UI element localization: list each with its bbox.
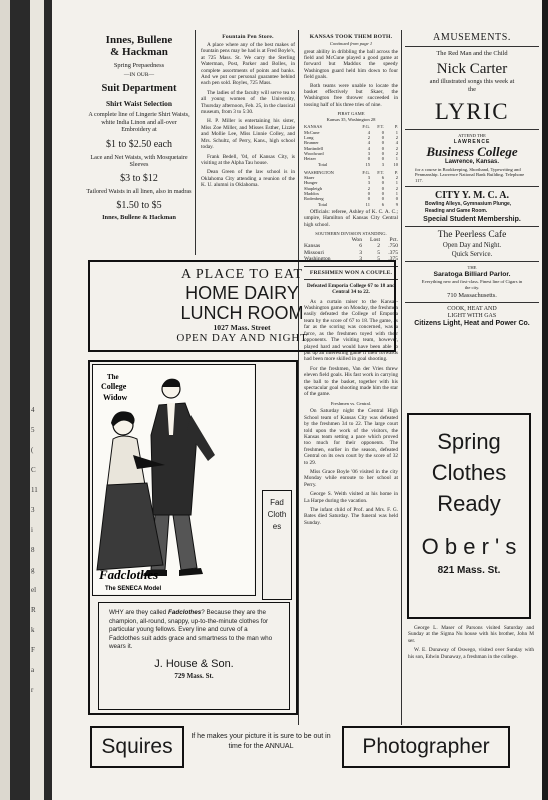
margin-char: C [31,466,36,474]
fad-clothes-side-panel [262,490,292,600]
business-course: for a course in Bookkeeping, Shorthand, Typewriting and Penmanship. Lawrence National Bank Building. Telephone 117. [415,166,525,183]
home-dairy-ad [88,260,396,352]
table-cell: 2 [395,175,398,181]
fadclothes-copy-panel [98,602,290,710]
table-cell: 0 [381,150,384,156]
margin-char: r [31,686,34,694]
table-cell: 0 [381,185,384,191]
table-cell: 6 [359,243,362,250]
table-cell: KANSAS [304,124,323,130]
margin-char: g [31,566,35,574]
col3-para: George S. Weith visited at his home in La Harpe during the vacation. [304,491,398,504]
table-cell: .375 [388,256,398,263]
table-cell: 3 [381,161,384,167]
margin-char: F [31,646,35,654]
lawrence-kansas: Lawrence, Kansas. [444,158,500,165]
table-cell: 0 [381,129,384,135]
obers-clothes: Clothes [431,460,507,485]
table-cell: Missouri [304,249,324,256]
kansas-box-score [304,124,398,166]
illustration-the: The [107,373,119,381]
col3-para: As a curtain raiser to the Kansas-Washington game on Monday, the freshmen easily defeated the College of Emporia team by the score of 67 to 18. The game, as far as the scoring was concerned, was a farce, as the freshmen toyed with their opponents. The visiting team, however, played hard and would have been able to put up an interesting game if their forwards had been more skilled in goal shooting. [304,298,398,363]
obers-address: 821 Mass. St. [437,565,501,576]
j-house-son: J. House & Son. [154,657,234,670]
amusements-line: The Red Man and the Child [436,50,508,57]
table-cell: WASHINGTON [304,169,334,175]
table-total-row [304,162,398,167]
obers-name: O b e r ' s [421,534,517,559]
table-cell: Won [351,236,362,243]
innes-shirt: Shirt Waist Selection [106,99,172,108]
section-divider [405,302,539,303]
table-cell: 0 [367,156,370,162]
table-cell: 1 [395,180,398,186]
col3-para: Miss Grace Boyle '06 visited in the city Monday while enroute to her school at Perry. [304,469,398,488]
fadclothes-logo: Fadclothes [99,567,159,582]
the-label: THE [467,265,477,271]
innes-price3: $1.50 to $5 [116,199,162,211]
margin-char: 5 [31,426,35,434]
table-cell: F.T. [377,169,384,175]
fadclothes-copy [99,603,289,652]
table-cell: 2 [395,135,398,141]
table-cell: 2 [367,135,370,141]
photographer-box [342,726,510,768]
table-cell: Woodward [304,150,324,156]
table-cell: McCune [304,129,320,135]
margin-char: el [31,586,37,594]
table-cell: 4 [367,145,370,151]
table-cell: 10 [393,161,398,167]
table-cell: 1 [395,156,398,162]
washington-box-score [304,170,398,207]
newspaper-page [52,0,542,800]
table-cell: Heizer [304,156,316,162]
copy-lead: WHY are they called [109,609,169,616]
table-cell: 9 [395,201,398,207]
lawrence-label: LAWRENCE [453,138,491,145]
table-cell: 4 [367,129,370,135]
column-rule [298,30,299,725]
table-cell: 0 [367,196,370,202]
innes-header2: & Hackman [110,46,168,58]
obers-ready: Ready [437,491,501,516]
table-cell: 3 [359,256,362,263]
saratoga-billiard: Saratoga Billiard Parlor. [433,270,511,278]
cafe-line: Open Day and Night. [442,242,502,250]
fadclothes-illustration-frame [92,364,256,596]
dairy-line4: OPEN DAY AND NIGHT [176,332,308,344]
illustration-widow: Widow [103,393,128,402]
table-cell: 11 [365,201,370,207]
ymca-line: Bowling Alleys, Gymnasium Plunge, Reading and Game Room. [425,201,512,214]
table-cell: 1 [395,191,398,196]
officials: Officials: referee, Ashley of K. C. A. C.; umpire, Hamilton of Kansas City Central high school. [304,208,398,228]
col4-para: George L. Maser of Parsons visited Saturday and Sunday at the Sigma Nu house with his brother, John M ser. [408,625,534,644]
table-cell: Pct. [389,236,398,243]
margin-char: ( [31,446,34,454]
margin-char: a [31,666,35,674]
table-cell: 2 [367,185,370,191]
table-cell: 6 [381,201,384,207]
table-cell: 4 [367,140,370,146]
table-cell: 2 [395,185,398,191]
table-cell: 6 [381,175,384,181]
table-cell: Total [318,201,328,207]
college-widow-illustration [93,365,254,594]
continued-note: Continued from page 1 [329,41,373,46]
standing-title: SOUTHERN DIVISION STANDING. [315,231,387,237]
seneca-model: The SENECA Model [105,586,162,592]
dairy-line2: HOME DAIRY [185,283,299,303]
prev-page-edge [0,0,10,800]
dairy-address: 1027 Mass. Street [213,323,271,332]
innes-footer: Innes, Bullene & Hackman [102,213,176,221]
table-cell: 0 [381,145,384,151]
table-cell: Brunner [304,140,319,146]
obers-spring: Spring [437,429,501,454]
table-cell: P. [394,169,398,175]
fad-clothes-side: Fad Clothes [267,498,287,531]
bottom-middle-text: If he makes your picture it is sure to be out in time for the ANNUAL [191,733,331,750]
table-cell: F.T. [377,124,384,130]
business-college: Business College [426,143,518,159]
section-divider [405,226,539,227]
table-cell: 0 [367,191,370,196]
table-cell: 3 [359,249,362,256]
col3-para: great ability in dribbling the ball across the field and McCune played a good game at forward but Maddox the speedy Washington guard held him down to four field goals. [304,48,398,81]
cook-line: COOK, HEAT AND [447,306,497,313]
margin-char: k [31,626,35,634]
column-rule [195,30,196,255]
table-cell: Maddox [304,191,319,196]
table-cell: 2 [395,145,398,151]
peerless-cafe: The Peerless Cafe [437,230,507,241]
photographer: Photographer [362,735,490,758]
col2-para: The ladies of the faculty will serve tea to all young women of the University, Thursday afternoon, Feb. 25, in the classical museum, from 3 to 5:30. [201,89,295,116]
illustration-college: College [101,382,127,391]
amusements-title: AMUSEMENTS. [433,32,511,43]
cook-line: LIGHT WITH GAS [447,313,497,320]
table-cell: P. [394,124,398,130]
dairy-line3: LUNCH ROOM [180,303,304,323]
table-cell: Skaer [304,175,315,181]
margin-char: 3 [31,506,35,514]
innes-lace: Lace and Net Waists, with Mosquetaire Sleeves [90,153,188,169]
col2-para: Frank Bedell, '04, of Kansas City, is visiting at the Alpha Tau house. [201,153,295,166]
col2-para: H. P. Miller is entertaining his sister, Miss Zoe Miller, and Misses Esther, Lizzie and Mollie Lee, Miss Linnie Colley, and Mrs. Schultz, of Perry, Kans., high school today. [201,118,295,151]
section-divider [405,186,539,187]
table-row [304,243,398,250]
col4-bottom-text [408,625,534,660]
table-cell: Long [304,135,314,141]
margin-char: 11 [31,486,38,494]
margin-char: R [31,606,36,614]
billiard-address: 710 Massachusetts. [447,292,497,300]
ymca-title: CITY Y. M. C. A. [435,190,509,202]
table-cell: 4 [395,140,398,146]
col4-para: W. E. Dunaway of Oswego, visited over Sunday with his son, Edwin Dunaway, a freshman in the college. [408,647,534,660]
freshmen-title: FRESHMEN WON A COUPLE. [309,270,393,277]
section-divider [405,129,539,130]
col3-para: On Saturday night the Central High School team of Kansas City was defeated by the freshmen 34 to 22. The large court told upon the work of the visitors, the Kansas team setting a pace which proved too much for their opponents. The freshmen, earlier in the season, defeated Central on its own court by the score of 32 to 29. [304,408,398,466]
table-cell: 5 [377,256,380,263]
table-cell: Shapleigh [304,185,322,191]
table-cell: 1 [395,129,398,135]
copy-brand: Fadclothes [168,609,202,616]
first-game-label: FIRST GAME [337,111,365,117]
nick-carter: Nick Carter [436,61,508,77]
table-cell: 0 [381,180,384,186]
table-cell: Kansas [304,243,321,250]
table-cell: 2 [377,243,380,250]
table-cell: Total [318,161,328,167]
innes-header1: Innes, Bullene [105,34,173,46]
table-cell: .375 [388,249,398,256]
page-gutter [0,0,52,800]
table-cell: 2 [395,150,398,156]
table-cell: 5 [377,249,380,256]
margin-char: 8 [31,546,35,554]
table-cell: Hunger [304,180,318,186]
citizens-light: Citizens Light, Heat and Power Co. [414,320,530,328]
margin-char: 4 [31,406,35,414]
freshmen-central-subhead: Freshmen vs. Central. [330,400,372,406]
innes-price2: $3 to $12 [120,172,158,184]
table-cell: Martindell [304,145,323,151]
innes-desc: A complete line of Lingerie Shirt Waists, white India Linon and all-over Embroidery at [88,111,190,134]
table-cell: 3 [367,150,370,156]
innes-dept: Suit Department [101,83,177,94]
column-rule [401,30,402,725]
innes-in-our: —IN OUR— [123,72,155,78]
table-cell: F.G. [362,124,370,130]
billiard-line: Everything new and first-class. Finest line of Cigars in the city. [421,278,523,290]
table-cell: F.G. [362,169,370,175]
squires-box [90,726,184,768]
table-row [304,250,398,257]
section-divider [405,46,539,47]
margin-char: i [31,526,33,534]
amusements-line: and illustrated songs this week at the [429,78,515,93]
col2-para: A place where any of the best makes of fountain pens may be had is at Fred Boyle's, at 725 Mass. St. We carry the Sterling Waterman, Post, Parker and Bolles, in complete assortments of points and banks. And we put our personal guarantee behind each pen sold. Boyles, 725 Mass. [201,42,295,87]
table-cell [304,237,344,244]
table-cell: 15 [365,161,370,167]
table-cell: 3 [367,180,370,186]
table-cell: 0 [381,140,384,146]
col3-para: Both teams were unable to locate the basket effectively but Skaer, the Washington free thrower succeeded in tossing half of his three tries of nine. [304,82,398,108]
col2-text [201,34,295,189]
table-cell: 0 [381,191,384,196]
table-cell: Washington [304,256,331,263]
table-cell: 3 [367,175,370,181]
copy-rest: ? Because they are the champion, all-round, snappy, up-to-the-minute clothes for particular young fellows. Every line and curve of a Fadclothes suit adds grace and smartness to the man who wears it. [109,609,273,650]
col2-para: Dean Green of the law school is in Oklahoma City attending a reunion of the K. U. alumni in Oklahoma. [201,169,295,189]
table-total-row [304,202,398,207]
innes-ad [86,34,192,221]
table-cell: 0 [395,196,398,202]
innes-tagline: Spring Prepaedness [113,62,165,69]
table-cell: 0 [381,196,384,202]
innes-tailored: Tailored Waists in all linen, also in madras [86,187,192,195]
table-cell: .750 [388,243,398,250]
kansas-took-title: KANSAS TOOK THEM BOTH. [309,34,393,40]
j-house-address: 729 Mass. St. [174,671,214,680]
col3-para: For the freshmen, Van der Vries threw eleven field goals. His fast work in carrying the ball to the basket, together with his spectacular goal shooting made him the star of the game. [304,365,398,398]
bottom-middle [186,732,336,752]
col4-ads [405,32,539,328]
table-cell: Lost [370,236,380,243]
fountain-pen-title: Fountain Pen Store. [222,34,274,40]
col3-para: The infant child of Prof. and Mrs. F. G. Bates died Saturday. The funeral was held Sunday. [304,507,398,526]
fadclothes-ad [88,360,298,715]
dairy-line1: A PLACE TO EAT [181,267,303,282]
defeated-subhead: Defeated Emporia College 67 to 18 and Central 34 to 22. [306,283,396,296]
special-membership: Special Student Membership. [423,216,521,224]
attend-label: ATTEND THE [458,133,486,138]
innes-price1: $1 to $2.50 each [105,138,173,150]
section-divider [405,261,539,262]
table-cell: 0 [381,135,384,141]
squires: Squires [101,735,173,758]
table-header-row [304,237,398,244]
score-line: Kansas 35, Washington 28 [326,116,376,122]
table-cell: Rodenberg [304,196,324,202]
lyric: LYRIC [434,99,510,124]
obers-ad [407,413,531,619]
cafe-line: Quick Service. [451,251,493,259]
table-cell: 0 [381,156,384,162]
margin-fragments [31,400,43,700]
